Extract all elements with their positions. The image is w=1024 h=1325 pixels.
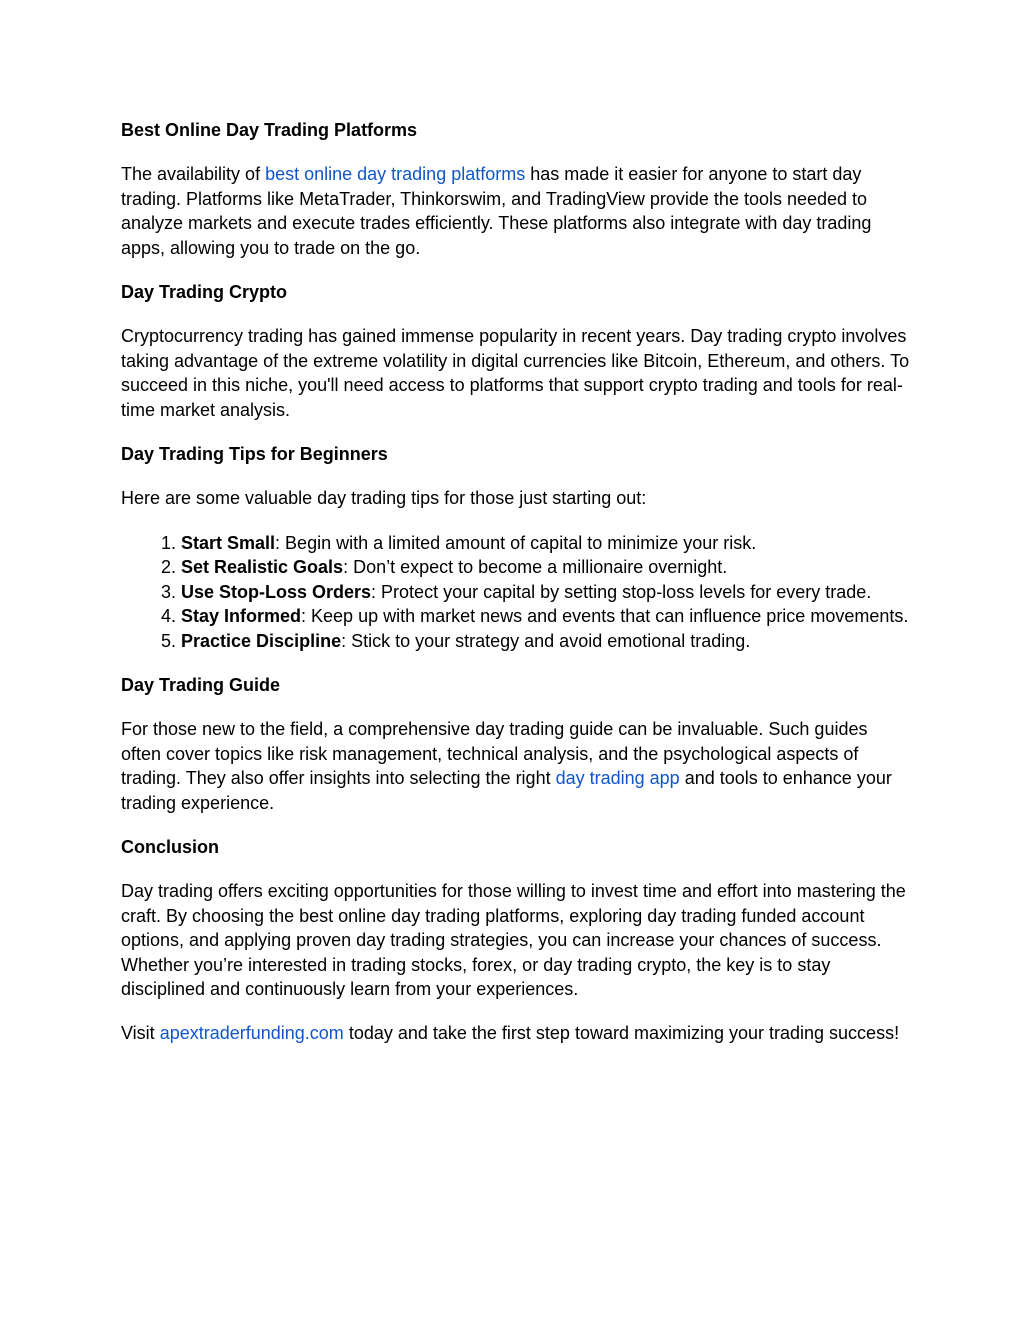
tip-title: Start Small [181,532,276,553]
tips-list [121,531,911,653]
link-best-online-day-trading-platforms[interactable]: best online day trading platforms [260,164,526,185]
tip-text: : Begin with a limited amount of capital to minimize your risk. [275,532,757,553]
visit-text-after: today and take the first step toward maximizing your trading success! [343,1023,900,1044]
guide-text-after: and tools to enhance your trading experience. [121,768,892,813]
list-item [181,629,911,653]
heading-tips: Day Trading Tips for Beginners [121,444,388,465]
link-day-trading-app[interactable]: day trading app [555,768,680,789]
guide-text-before: For those new to the field, a comprehensive day trading guide can be invaluable. Such guides often cover topics like risk management, technical analysis, and the psychological aspects of trading. They also offer insights into selecting the right [121,719,868,789]
heading-conclusion: Conclusion [121,836,219,857]
tip-text: : Protect your capital by setting stop-loss levels for every trade. [371,581,872,602]
list-item [181,555,911,579]
paragraph-visit [121,1021,911,1045]
paragraph-tips-intro: Here are some valuable day trading tips for those just starting out: [121,488,647,509]
paragraph-guide [121,717,911,815]
paragraph-platforms [121,162,911,260]
tip-text: : Keep up with market news and events that can influence price movements. [301,606,909,627]
heading-platforms: Best Online Day Trading Platforms [121,120,418,140]
heading-crypto: Day Trading Crypto [121,282,288,303]
link-apextraderfunding[interactable]: apextraderfunding.com [159,1023,344,1044]
platforms-text-before: The availability of [121,164,261,185]
list-item [181,531,911,555]
platforms-text-after: has made it easier for anyone to start day trading. Platforms like MetaTrader, Thinkorswim, and TradingView provide the tools needed to analyze markets and execute trades efficiently. These platforms also integrate with day trading apps, allowing you to trade on the go. [121,164,872,258]
tip-text: : Don’t expect to become a millionaire overnight. [343,557,728,578]
tip-title: Stay Informed [181,606,302,627]
list-item [181,580,911,604]
document-page [121,118,911,1066]
tip-title: Use Stop-Loss Orders [181,581,372,602]
tip-text: : Stick to your strategy and avoid emotional trading. [341,630,751,651]
heading-guide: Day Trading Guide [121,674,281,695]
paragraph-conclusion: Day trading offers exciting opportunities for those willing to invest time and effort into mastering the craft. By choosing the best online day trading platforms, exploring day trading funded account options, and applying proven day trading strategies, you can increase your chances of success. Whether you’re interested in trading stocks, forex, or day trading crypto, the key is to stay disciplined and continuously learn from your experiences. [121,881,906,999]
tip-title: Practice Discipline [181,630,342,651]
paragraph-crypto: Cryptocurrency trading has gained immense popularity in recent years. Day trading crypto involves taking advantage of the extreme volatility in digital currencies like Bitcoin, Ethereum, and others. To succeed in this niche, you'll need access to platforms that support crypto trading and tools for real-time market analysis. [121,326,910,420]
tip-title: Set Realistic Goals [181,557,344,578]
visit-text-before: Visit [121,1023,160,1044]
list-item [181,604,911,628]
